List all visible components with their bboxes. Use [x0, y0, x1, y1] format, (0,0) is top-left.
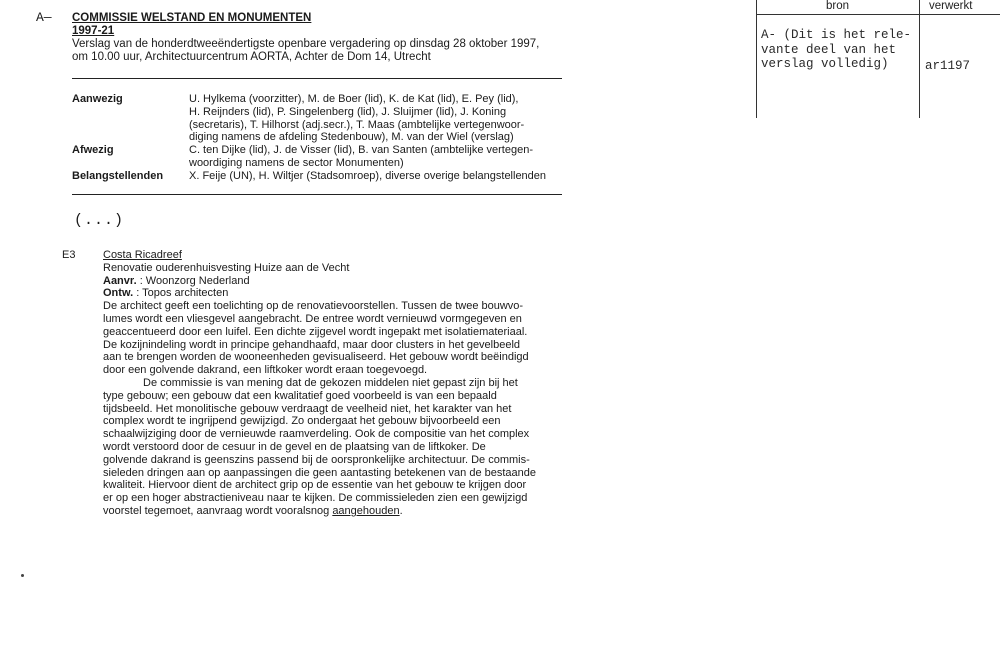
committee-title: COMMISSIE WELSTAND EN MONUMENTEN — [72, 12, 312, 24]
present-line: (secretaris), T. Hilhorst (adj.secr.), T. Maas (ambtelijke vertegenwoor- — [189, 118, 525, 131]
stakeholders-label: Belangstellenden — [72, 170, 164, 182]
meeting-line-1: Verslag van de honderdtweeëndertigste openbare vergadering op dinsdag 28 oktober 1997, — [72, 38, 540, 50]
designer-value: : Topos architecten — [133, 287, 229, 300]
para2-line: er op een hoger abstractieniveau naar te kijken. De commissieleden zien een gewijzigd — [103, 492, 528, 505]
present-label: Aanwezig — [72, 93, 123, 105]
para2-line: type gebouw; een gebouw dat een kwalitatief goed voorbeeld is van een bepaald — [103, 389, 497, 402]
source-note-line: verslag volledig) — [761, 57, 889, 71]
para1-line: lumes wordt een vliesgevel aangebracht. De entree wordt vernieuwd vormgegeven en — [103, 312, 522, 325]
para1-line: De architect geeft een toelichting op de renovatievoorstellen. Tussen de twee bouwvo- — [103, 300, 524, 313]
present-list — [189, 93, 524, 144]
index-box-left-border — [756, 0, 757, 118]
index-box-divider — [919, 0, 920, 118]
report-number: 1997-21 — [72, 25, 115, 37]
applicant-value: : Woonzorg Nederland — [136, 274, 250, 287]
present-line: H. Reijnders (lid), P. Singelenberg (lid), J. Sluijmer (lid), J. Koning — [189, 105, 507, 118]
para2-line: kwaliteit. Hiervoor dient de architect grip op de essentie van het gebouw te krijgen door — [103, 479, 527, 492]
source-column-header: bron — [826, 0, 850, 12]
para2-last-line — [103, 505, 563, 518]
para2-line: tijdsbeeld. Het monolitische gebouw verdraagt de veelheid niet, het karakter van het — [103, 402, 512, 415]
source-note-line: A- (Dit is het rele- — [761, 28, 912, 42]
para1-line: geaccentueerd door een luifel. Een dichte zijgevel wordt ingepakt met isolatiemateriaal. — [103, 325, 528, 338]
para1-line: aan te brengen worden de wooneenheden gevisualiseerd. Het gebouw wordt beëindigd — [103, 351, 529, 364]
para2-line: De commissie is van mening dat de gekozen middelen niet gepast zijn bij het — [143, 376, 518, 389]
decision-text: aangehouden — [332, 504, 400, 517]
absent-label: Afwezig — [72, 144, 114, 156]
source-note-line: vante deel van het — [761, 42, 897, 57]
source-note — [761, 28, 911, 72]
attendance-rule — [72, 194, 562, 195]
stakeholders-list — [189, 170, 546, 183]
stakeholders-line: X. Feije (UN), H. Wiltjer (Stadsomroep), diverse overige belangstellenden — [189, 170, 547, 182]
absent-line: woordiging namens de sector Monumenten) — [189, 156, 404, 169]
omission-marker: (...) — [74, 212, 125, 229]
scan-speck — [21, 574, 24, 577]
last-line-end: . — [399, 504, 403, 517]
designer-line — [103, 287, 563, 300]
applicant-line — [103, 275, 563, 288]
para2-line: complex wordt te ingrijpend gewijzigd. Zo ondergaat het gebouw bijvoorbeeld een — [103, 415, 501, 428]
para2-line: golvende dakrand is geenszins passend bij de oorspronkelijke architectuur. De commis- — [103, 453, 530, 466]
para1-line: door een golvende dakrand, een liftkoker wordt eraan toegevoegd. — [103, 364, 428, 377]
para1-line: De kozijnindeling wordt in principe gehandhaafd, maar door clusters in het gevelbeeld — [103, 338, 521, 351]
header-rule — [72, 78, 562, 79]
designer-label: Ontw. — [103, 287, 134, 300]
item-title: Costa Ricadreef — [103, 249, 182, 261]
meeting-line-2: om 10.00 uur, Architectuurcentrum AORTA, Achter de Dom 14, Utrecht — [72, 51, 431, 63]
item-code: E3 — [62, 249, 76, 261]
absent-line: C. ten Dijke (lid), J. de Visser (lid), B. van Santen (ambtelijke vertegen- — [189, 144, 533, 156]
last-line-text: voorstel tegemoet, aanvraag wordt vooralsnog — [103, 504, 333, 517]
item-body — [103, 249, 563, 518]
present-line: diging namens de afdeling Stedenbouw), M. van der Wiel (verslag) — [189, 131, 514, 144]
applicant-label: Aanvr. — [103, 274, 137, 287]
index-box-header-rule — [756, 14, 1000, 15]
para2-line: schaalwijziging door de vernieuwde raamverdeling. Ook de compositie van het complex — [103, 428, 530, 441]
processed-column-header: verwerkt — [929, 0, 973, 12]
para2-line: wordt verstoord door de cesuur in de gevel en de plaatsing van de liftkoker. De — [103, 440, 486, 453]
report-header — [72, 12, 552, 64]
item-subtitle: Renovatie ouderenhuisvesting Huize aan de Vecht — [103, 261, 350, 274]
present-line: U. Hylkema (voorzitter), M. de Boer (lid), K. de Kat (lid), E. Pey (lid), — [189, 93, 519, 105]
para2-line: sieleden dringen aan op aanpassingen die geen aantasting betekenen van de bestaande — [103, 466, 537, 479]
margin-mark: A— — [36, 10, 52, 25]
processed-code: ar1197 — [925, 59, 971, 73]
absent-list — [189, 144, 533, 170]
